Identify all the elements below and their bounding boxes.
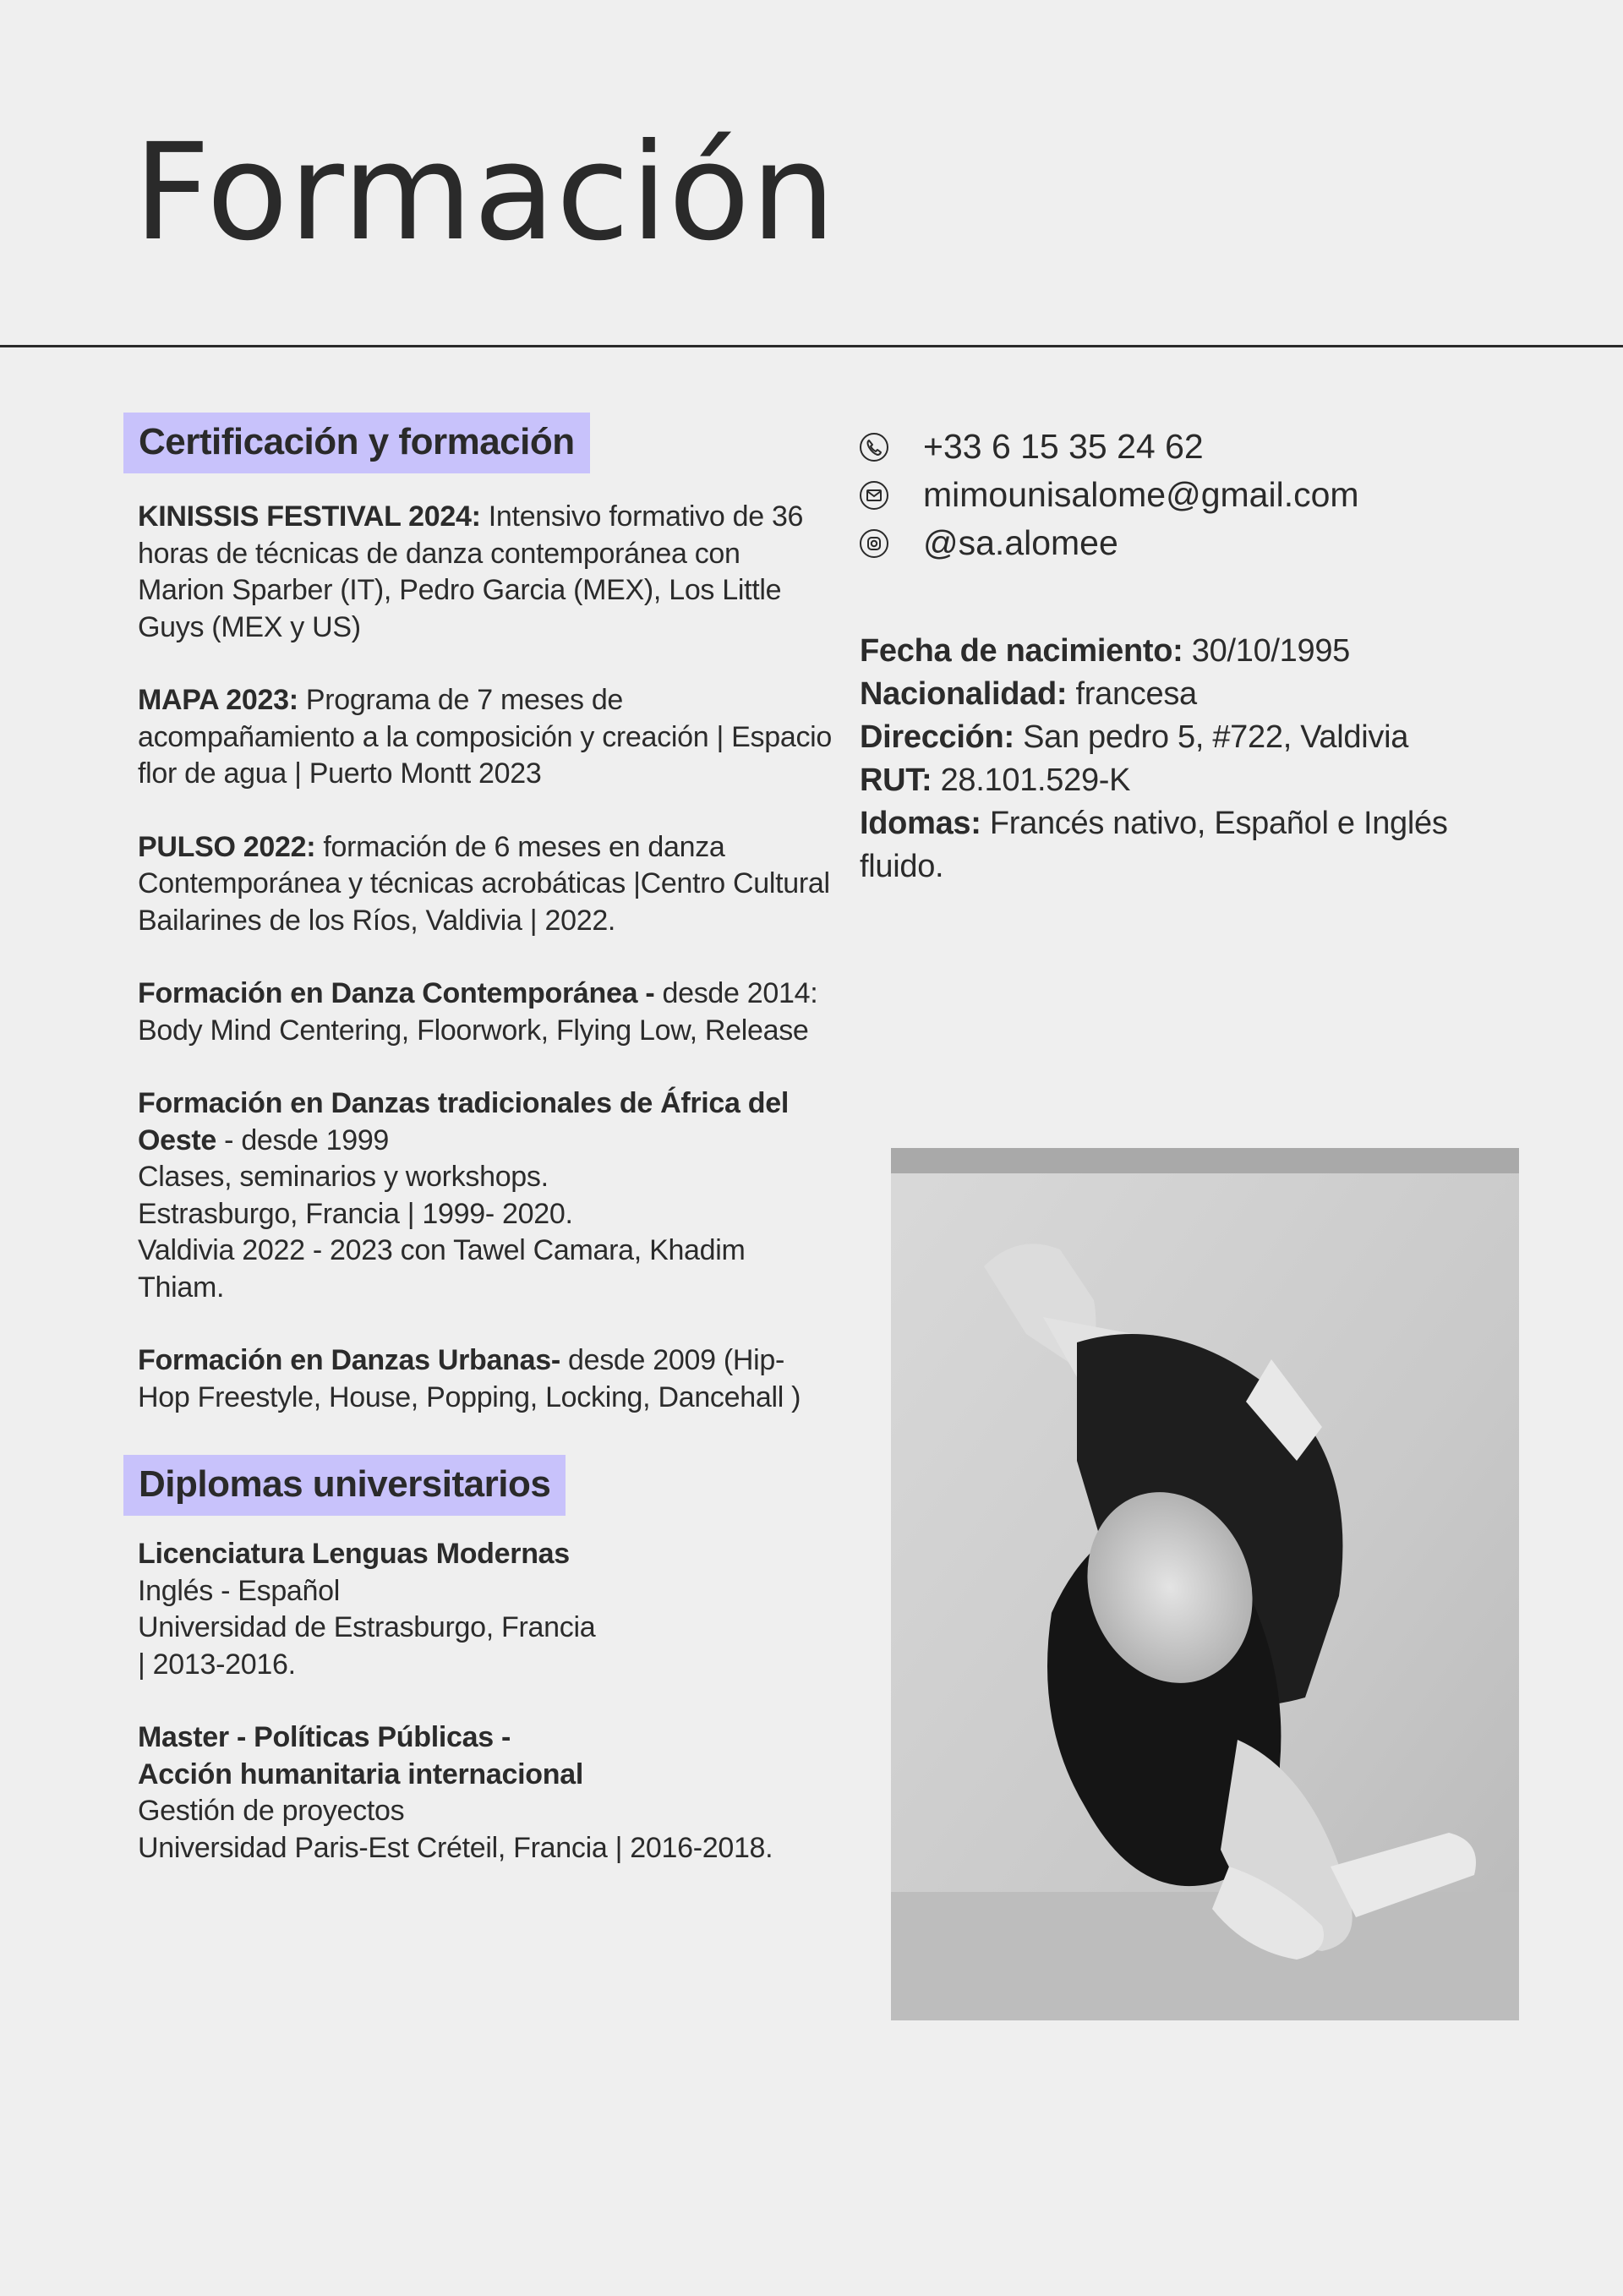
- address: [860, 716, 1468, 759]
- diplomas-section: [123, 1455, 833, 1867]
- diploma-line: Gestión de proyectos: [138, 1795, 405, 1827]
- diploma-line: Inglés - Español: [138, 1574, 341, 1607]
- entry-text: formación de 6 meses en danza Contemporánea y técnicas acrobáticas |Centro Cultural Bailarines de los Ríos, Valdivia | 2022.: [138, 830, 830, 937]
- languages: [860, 802, 1468, 888]
- diploma-title: Master - Políticas Públicas -: [138, 1721, 511, 1753]
- diploma-line: Universidad de Estrasburgo, Francia: [138, 1611, 596, 1643]
- contact-instagram[interactable]: [857, 519, 1359, 567]
- entry-text: desde 2014: Body Mind Centering, Floorwork, Flying Low, Release: [138, 977, 818, 1047]
- certification-entry: [138, 1342, 833, 1416]
- dancer-photo: [891, 1148, 1519, 2020]
- diplomas-list: [123, 1536, 833, 1867]
- entry-title: PULSO 2022:: [138, 830, 316, 863]
- entry-title: Formación en Danza Contemporánea -: [138, 977, 655, 1009]
- diploma-title: Licenciatura Lenguas Modernas: [138, 1538, 570, 1570]
- info-value: 28.101.529-K: [932, 763, 1131, 798]
- info-value: francesa: [1067, 676, 1197, 712]
- entry-line: Valdivia 2022 - 2023 con Tawel Camara, Khadim Thiam.: [138, 1234, 746, 1304]
- entry-text: Intensivo formativo de 36 horas de técnicas de danza contemporánea con Marion Sparber (IT), Pedro Garcia (MEX), Los Little Guys (MEX y US): [138, 500, 804, 643]
- info-label: Fecha de nacimiento:: [860, 633, 1183, 669]
- phone-icon: [857, 430, 891, 464]
- certification-list: [123, 499, 833, 1416]
- diploma-line: | 2013-2016.: [138, 1648, 296, 1681]
- entry-text: - desde 1999: [216, 1123, 390, 1156]
- diplomas-heading: Diplomas universitarios: [123, 1455, 566, 1516]
- certification-section: [123, 413, 833, 1416]
- entry-title: Formación en Danzas Urbanas-: [138, 1344, 560, 1376]
- entry-line: Estrasburgo, Francia | 1999- 2020.: [138, 1197, 573, 1230]
- instagram-icon: [857, 527, 891, 560]
- contact-email[interactable]: [857, 471, 1359, 519]
- entry-line: Clases, seminarios y workshops.: [138, 1161, 549, 1193]
- entry-title: KINISSIS FESTIVAL 2024:: [138, 500, 481, 533]
- email-text: mimounisalome@gmail.com: [923, 475, 1359, 514]
- info-value: San pedro 5, #722, Valdivia: [1014, 719, 1409, 755]
- certification-entry: [138, 976, 833, 1049]
- phone-text: +33 6 15 35 24 62: [923, 427, 1204, 466]
- page-title: Formación: [134, 115, 837, 271]
- entry-text: desde 2009 (Hip-Hop Freestyle, House, Popping, Locking, Dancehall ): [138, 1344, 801, 1413]
- personal-info: [860, 630, 1468, 888]
- info-label: Idomas:: [860, 806, 981, 841]
- certification-entry: [138, 1085, 833, 1306]
- rut: [860, 759, 1468, 802]
- entry-text: Programa de 7 meses de acompañamiento a la composición y creación | Espacio flor de agua | Puerto Montt 2023: [138, 684, 833, 790]
- birth-date: [860, 630, 1468, 673]
- contact-phone[interactable]: [857, 423, 1359, 471]
- diploma-entry: [138, 1719, 833, 1867]
- header-divider: [0, 345, 1623, 347]
- photo-illustration: [891, 1148, 1519, 2020]
- info-label: RUT:: [860, 763, 932, 798]
- info-value: Francés nativo, Español e Inglés fluido.: [860, 806, 1448, 884]
- info-label: Nacionalidad:: [860, 676, 1068, 712]
- entry-title: MAPA 2023:: [138, 684, 298, 716]
- certification-heading: Certificación y formación: [123, 413, 590, 473]
- certification-entry: [138, 682, 833, 793]
- certification-entry: [138, 829, 833, 940]
- left-column: [123, 413, 833, 1903]
- info-label: Dirección:: [860, 719, 1014, 755]
- instagram-text: @sa.alomee: [923, 523, 1118, 562]
- mail-icon: [857, 478, 891, 512]
- entry-title: Formación en Danzas tradicionales de África del Oeste: [138, 1087, 790, 1156]
- certification-entry: [138, 499, 833, 646]
- diploma-line: Universidad Paris-Est Créteil, Francia | 2016-2018.: [138, 1831, 773, 1864]
- diploma-entry: [138, 1536, 833, 1683]
- nationality: [860, 673, 1468, 716]
- info-value: 30/10/1995: [1183, 633, 1350, 669]
- contact-block: [857, 423, 1359, 567]
- diploma-title: Acción humanitaria internacional: [138, 1758, 583, 1790]
